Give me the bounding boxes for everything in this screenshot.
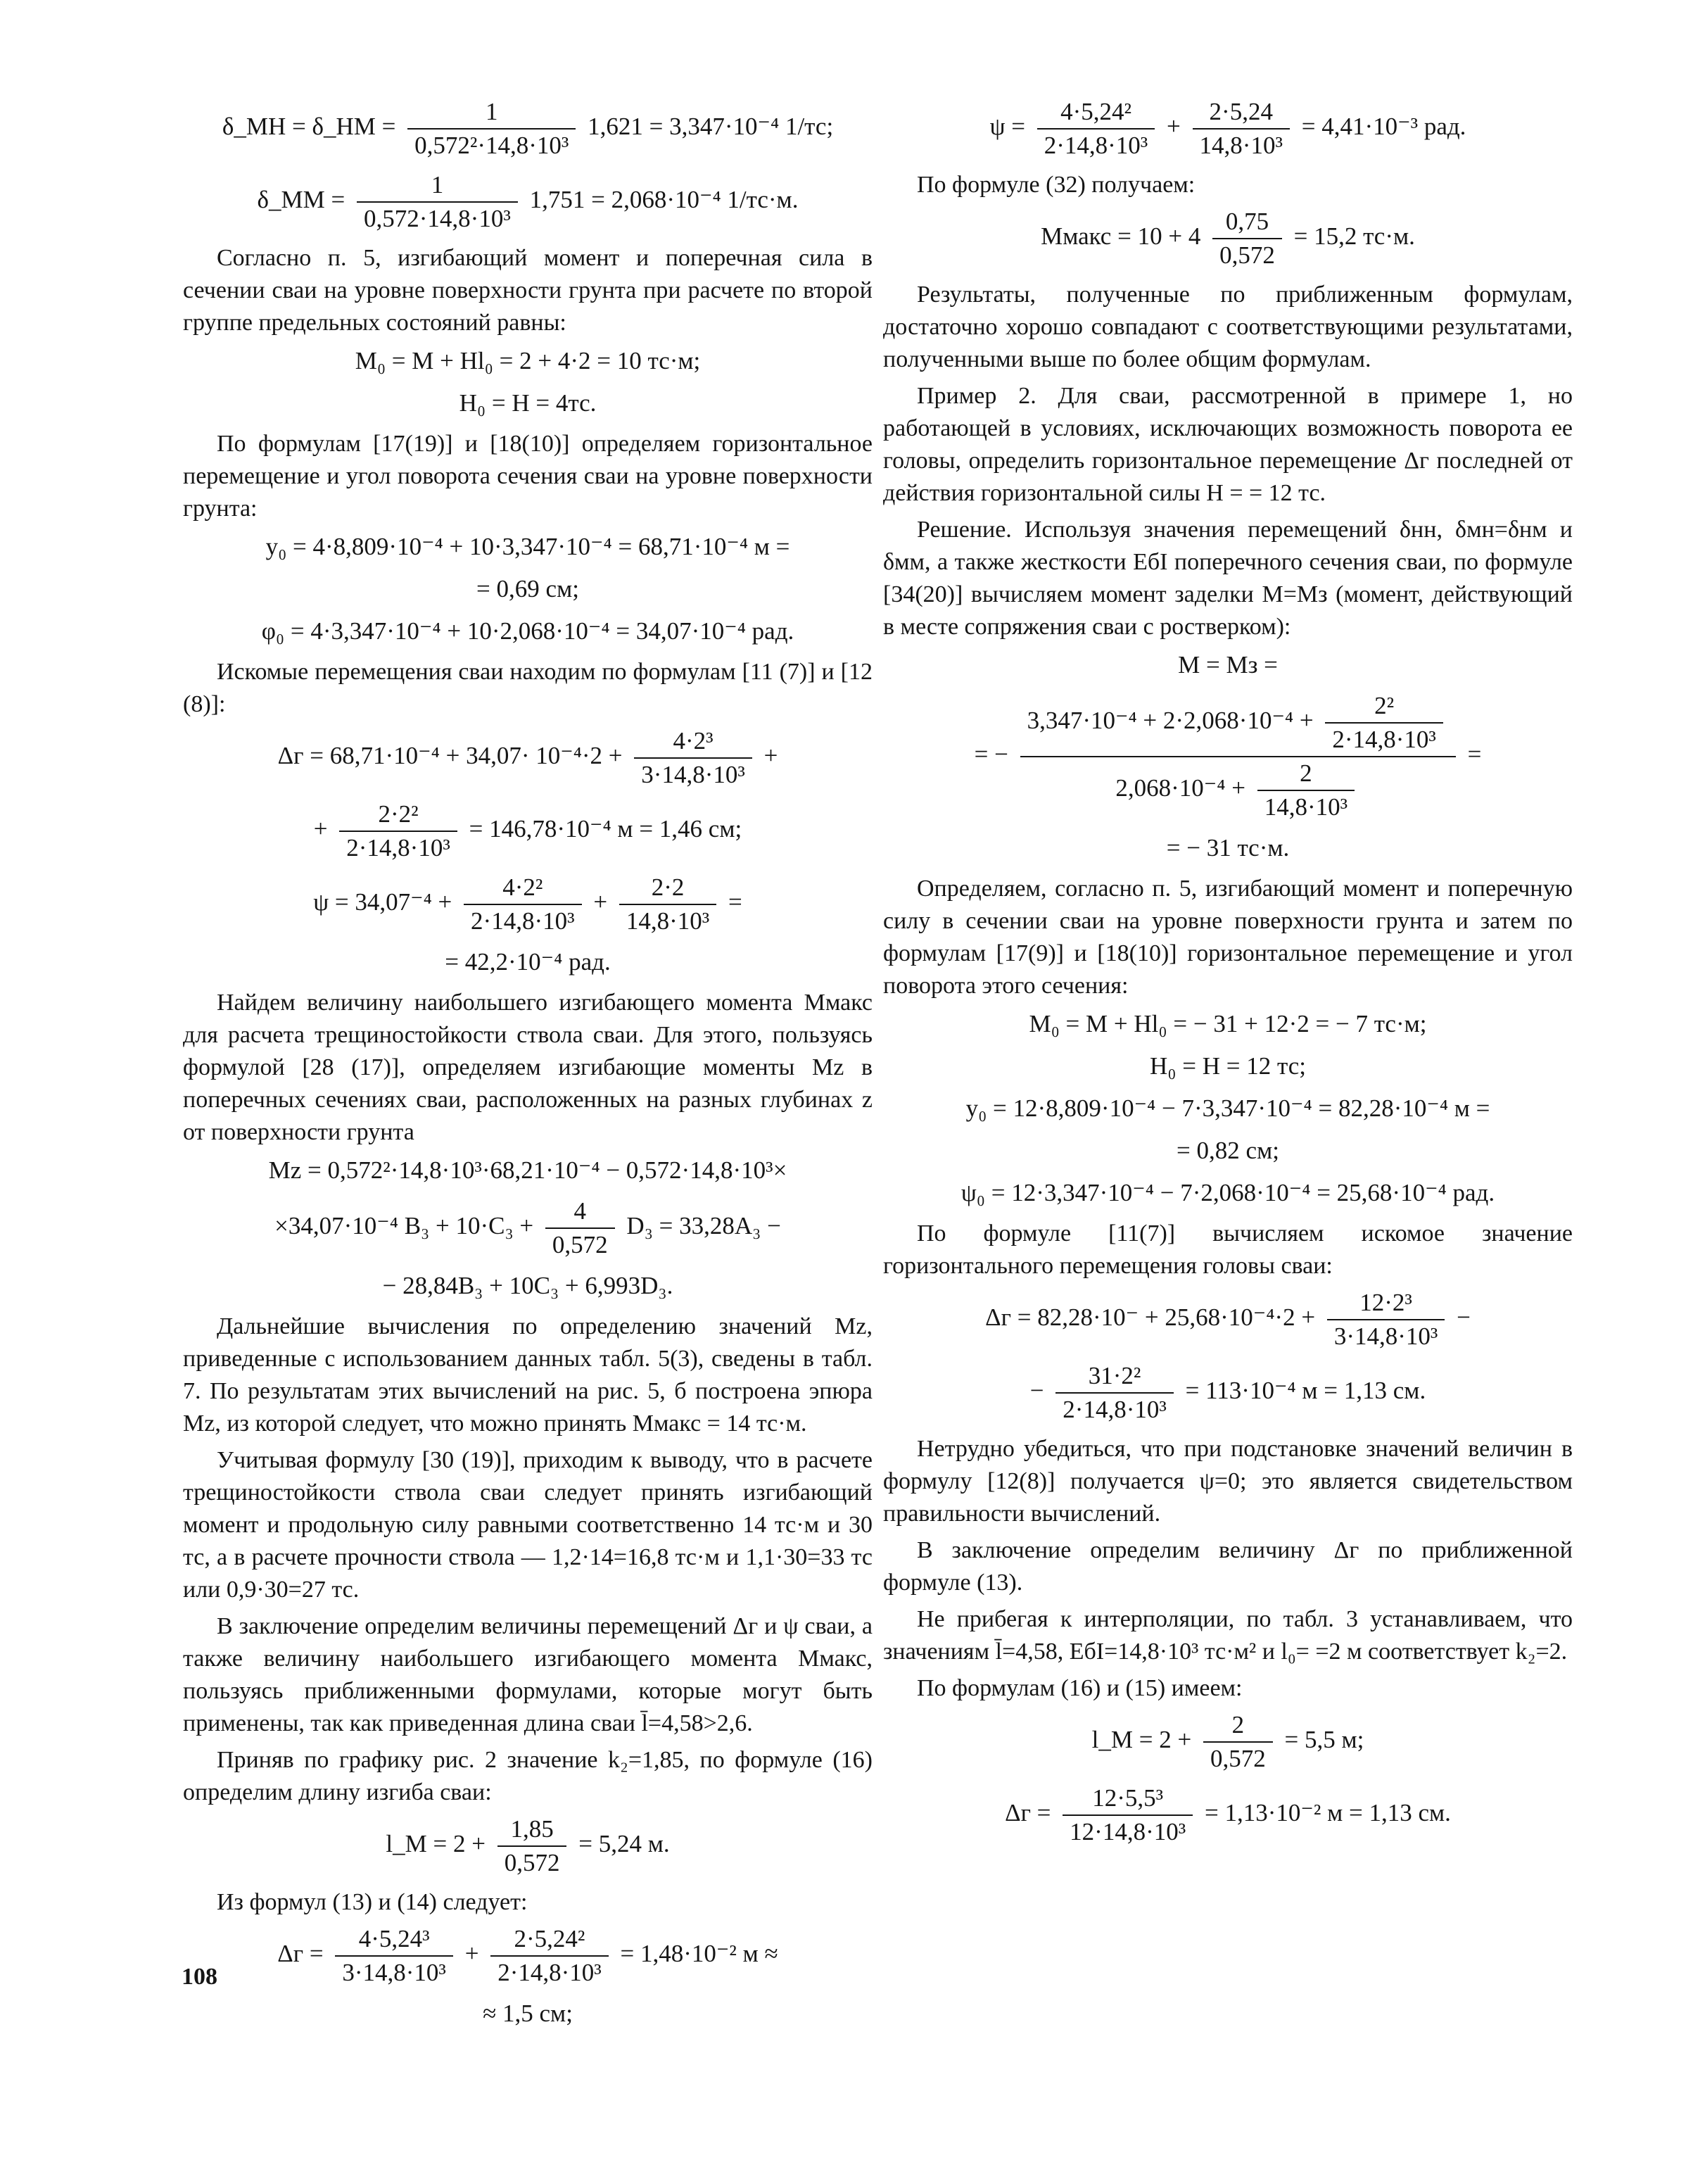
fraction (335, 1923, 453, 1989)
numerator: 1,85 (497, 1813, 567, 1847)
denominator: 0,572 (1210, 1745, 1266, 1772)
denominator: 0,572·14,8·10³ (364, 205, 511, 232)
eq-rhs: = 5,5 м; (1284, 1726, 1364, 1754)
numerator: 12·5,5³ (1063, 1782, 1193, 1816)
eq-rhs: = (1467, 740, 1482, 769)
equation: φ₀ = 4·3,347·10⁻⁴ + 10·2,068·10⁻⁴ = 34,07·10⁻⁴ рад. (261, 617, 794, 645)
equation (183, 1195, 873, 1261)
eq-lhs: l_M = 2 + (386, 1830, 486, 1858)
fraction (357, 169, 518, 235)
equation: M₀ = M + Hl₀ = 2 + 4·2 = 10 тс·м; (355, 347, 701, 374)
eq-lhs: − (1029, 1377, 1044, 1405)
denominator: 0,572 (552, 1231, 608, 1258)
paragraph: По формуле (32) получаем: (917, 172, 1196, 198)
numerator: 2² (1325, 690, 1443, 724)
numerator: 2·2 (619, 871, 716, 905)
numerator: 4·2³ (634, 725, 752, 759)
equation: ψ₀ = 12·3,347·10⁻⁴ − 7·2,068·10⁻⁴ = 25,68·10⁻⁴ рад. (960, 1179, 1495, 1206)
equation: M₀ = M + Hl₀ = − 31 + 12·2 = − 7 тс·м; (1029, 1010, 1427, 1037)
numerator: 4 (545, 1195, 615, 1229)
eq-lhs: Δг = 82,28·10⁻ + 25,68·10⁻⁴·2 + (985, 1304, 1316, 1332)
numerator: 2·5,24² (490, 1923, 609, 1957)
equation: Mz = 0,572²·14,8·10³·68,21·10⁻⁴ − 0,572·14,8·10³× (268, 1156, 787, 1184)
eq-rhs: = 146,78·10⁻⁴ м = 1,46 см; (469, 815, 742, 843)
fraction (1193, 96, 1290, 162)
fraction (619, 871, 716, 938)
eq-lhs: Δг = (1005, 1799, 1051, 1827)
fraction (634, 725, 752, 791)
eq-lhs: Mмакс = 10 + 4 (1041, 222, 1201, 251)
numerator: 4·5,24² (1037, 96, 1155, 130)
equation (183, 169, 873, 235)
equation (183, 725, 873, 791)
denominator: 12·14,8·10³ (1070, 1818, 1186, 1845)
eq-lhs: δ_МН = δ_НМ = (222, 113, 396, 141)
eq-rhs: − (1457, 1304, 1471, 1332)
numerator: 2 (1257, 757, 1355, 791)
numerator: 2 (1203, 1709, 1273, 1743)
paragraph: Определяем, согласно п. 5, изгибающий момент и поперечную силу в сечении сваи на уровне поверхности грунта и затем по формулам [17(9)] и [18(10)] горизонтальное перемещение и угол поворота этого сечения: (883, 876, 1573, 999)
equation: y₀ = 4·8,809·10⁻⁴ + 10·3,347·10⁻⁴ = 68,71·10⁻⁴ м = (265, 533, 790, 560)
eq-lhs: ψ = (989, 113, 1025, 141)
fraction (339, 798, 457, 864)
eq-operator: + (593, 888, 608, 916)
numerator: 2·2² (339, 798, 457, 832)
eq-lhs: δ_ММ = (257, 186, 345, 214)
right-column (883, 91, 1573, 1855)
fraction (1327, 1287, 1445, 1353)
paragraph: Приняв по графику рис. 2 значение k₂=1,85, по формуле (16) определим длину изгиба сваи: (183, 1747, 873, 1805)
left-column (183, 91, 873, 2038)
equation (883, 1287, 1573, 1353)
denominator: 14,8·10³ (626, 907, 710, 935)
eq-rhs: = 1,48·10⁻² м ≈ (620, 1940, 778, 1968)
paragraph: По формуле [11(7)] вычисляем искомое значение горизонтального перемещения головы сваи: (883, 1220, 1573, 1279)
paragraph: В заключение определим величину Δг по приближенной формуле (13). (883, 1537, 1573, 1596)
eq-rhs: = 5,24 м. (578, 1830, 670, 1858)
eq-lhs: Δг = 68,71·10⁻⁴ + 34,07· 10⁻⁴·2 + (277, 742, 623, 770)
eq-operator: + (464, 1940, 479, 1968)
equation: H₀ = H = 4тс. (459, 389, 597, 417)
fraction (545, 1195, 615, 1261)
numerator: 2·5,24 (1193, 96, 1290, 130)
equation (183, 1813, 873, 1879)
paragraph: Искомые перемещения сваи находим по формулам [11 (7)] и [12 (8)]: (183, 659, 873, 717)
eq-lhs: = − (974, 740, 1008, 769)
equation (883, 1709, 1573, 1775)
denominator: 14,8·10³ (1264, 793, 1348, 821)
equation (883, 206, 1573, 272)
paragraph: Из формул (13) и (14) следует: (217, 1889, 528, 1915)
compound-fraction (1020, 690, 1456, 823)
equation: = 42,2·10⁻⁴ рад. (445, 948, 611, 976)
equation (883, 96, 1573, 162)
paragraph: Пример 2. Для сваи, рассмотренной в примере 1, но работающей в условиях, исключающих возможность поворота ее головы, определить горизонтальное перемещение Δг последней от действия горизонтальной силы H = = 12 тс. (883, 383, 1573, 506)
equation: = − 31 тс·м. (1166, 834, 1290, 861)
page-number: 108 (182, 1964, 217, 1990)
denominator: 0,572²·14,8·10³ (414, 132, 569, 159)
eq-rhs: = 113·10⁻⁴ м = 1,13 см. (1185, 1377, 1426, 1405)
eq-rhs: = (728, 888, 742, 916)
paragraph: По формулам (16) и (15) имеем: (917, 1675, 1243, 1701)
equation: = 0,82 см; (1177, 1137, 1279, 1164)
eq-lhs: l_M = 2 + (1091, 1726, 1192, 1754)
numerator: 31·2² (1055, 1360, 1174, 1394)
denominator: 0,572 (1219, 241, 1275, 269)
eq-rhs: 1,751 = 2,068·10⁻⁴ 1/тс·м. (529, 186, 799, 214)
fraction (1203, 1709, 1273, 1775)
equation: H₀ = H = 12 тс; (1150, 1052, 1306, 1080)
denominator: 2·14,8·10³ (1332, 726, 1436, 753)
eq-rhs: = 4,41·10⁻³ рад. (1301, 113, 1466, 141)
fraction (1257, 757, 1355, 823)
equation (183, 798, 873, 864)
equation (883, 1360, 1573, 1426)
fraction (407, 96, 576, 162)
paragraph: Найдем величину наибольшего изгибающего момента Mмакс для расчета трещиностойкости ствола сваи. Для этого, пользуясь формулой [28 (17)], определяем изгибающие моменты Mz в поперечных сечениях сваи, расположенных на разных глубинах z от поверхности грунта (183, 990, 873, 1145)
paragraph: Дальнейшие вычисления по определению значений Mz, приведенные с использованием данных табл. 5(3), сведены в табл. 7. По результатам этих вычислений на рис. 5, б построена эпюра Mz, из которой следует, что можно принять Mмакс = 14 тс·м. (183, 1313, 873, 1437)
paragraph: Не прибегая к интерполяции, по табл. 3 устанавливаем, что значениям l̄=4,58, EбI=14,8·10³ тс·м² и l₀= =2 м соответствует k₂=2. (883, 1606, 1573, 1665)
paragraph: Решение. Используя значения перемещений δнн, δмн=δнм и δмм, а также жесткости EбI поперечного сечения сваи, по формуле [34(20)] вычисляем момент заделки M=Mз (момент, действующий в месте сопряжения сваи с ростверком): (883, 517, 1573, 640)
fraction (464, 871, 582, 938)
eq-lhs: Δг = (277, 1940, 324, 1968)
eq-rhs: = 1,13·10⁻² м = 1,13 см. (1204, 1799, 1451, 1827)
denominator: 2·14,8·10³ (497, 1959, 602, 1986)
eq-operator: + (1167, 113, 1181, 141)
denominator: 2·14,8·10³ (471, 907, 575, 935)
paragraph: В заключение определим величины перемещений Δг и ψ сваи, а также величину наибольшего изгибающего момента Mмакс, пользуясь приближенными формулами, которые могут быть применены, так как приведенная длина сваи l̄=4,58>2,6. (183, 1613, 873, 1736)
equation: ≈ 1,5 см; (483, 2000, 573, 2027)
denominator: 3·14,8·10³ (1333, 1323, 1438, 1350)
denominator: 14,8·10³ (1199, 132, 1283, 159)
denominator: 2·14,8·10³ (1044, 132, 1148, 159)
eq-rhs: 1,621 = 3,347·10⁻⁴ 1/тс; (588, 113, 834, 141)
numerator: 1 (407, 96, 576, 130)
equation (883, 1782, 1573, 1848)
eq-lhs: + (313, 815, 328, 843)
denominator: 3·14,8·10³ (342, 1959, 446, 1986)
fraction (1212, 206, 1282, 272)
numerator (1020, 690, 1456, 757)
equation (183, 1923, 873, 1989)
fraction (490, 1923, 609, 1989)
paragraph: Нетрудно убедиться, что при подстановке значений величин в формулу [12(8)] получается ψ=0; это является свидетельством правильности вычислений. (883, 1436, 1573, 1527)
fraction (1037, 96, 1155, 162)
eq-lhs: ψ = 34,07⁻⁴ + (313, 888, 452, 916)
eq-lhs: ×34,07·10⁻⁴ B₃ + 10·C₃ + (274, 1212, 534, 1240)
fraction (1055, 1360, 1174, 1426)
equation: M = Mз = (1178, 651, 1278, 678)
numerator: 4·5,24³ (335, 1923, 453, 1957)
paragraph: Согласно п. 5, изгибающий момент и поперечная сила в сечении сваи на уровне поверхности грунта при расчете по второй группе предельных состояний равны: (183, 245, 873, 336)
equation: − 28,84B₃ + 10C₃ + 6,993D₃. (382, 1272, 673, 1299)
eq-term: 2,068·10⁻⁴ + (1115, 774, 1245, 802)
eq-rhs: D₃ = 33,28A₃ − (626, 1212, 781, 1240)
numerator: 12·2³ (1327, 1287, 1445, 1320)
denominator: 2·14,8·10³ (346, 834, 450, 861)
denominator: 0,572 (504, 1849, 560, 1876)
equation (883, 690, 1573, 823)
denominator: 3·14,8·10³ (641, 761, 745, 788)
equation: y₀ = 12·8,809·10⁻⁴ − 7·3,347·10⁻⁴ = 82,28·10⁻⁴ м = (965, 1094, 1490, 1122)
fraction (1325, 690, 1443, 756)
paragraph: По формулам [17(19)] и [18(10)] определяем горизонтальное перемещение и угол поворота сечения сваи на уровне поверхности грунта: (183, 431, 873, 522)
equation (183, 96, 873, 162)
fraction (1063, 1782, 1193, 1848)
denominator (1020, 757, 1456, 823)
eq-rhs: + (763, 742, 778, 770)
equation: = 0,69 см; (476, 575, 579, 602)
eq-rhs: = 15,2 тс·м. (1293, 222, 1415, 251)
equation (183, 871, 873, 938)
numerator: 0,75 (1212, 206, 1282, 239)
eq-term: 3,347·10⁻⁴ + 2·2,068·10⁻⁴ + (1027, 707, 1314, 735)
denominator: 2·14,8·10³ (1063, 1396, 1167, 1423)
numerator: 1 (357, 169, 518, 203)
paragraph: Результаты, полученные по приближенным формулам, достаточно хорошо совпадают с соответствующими результатами, полученными выше по более общим формулам. (883, 282, 1573, 372)
fraction (497, 1813, 567, 1879)
numerator: 4·2² (464, 871, 582, 905)
paragraph: Учитывая формулу [30 (19)], приходим к выводу, что в расчете трещиностойкости ствола сваи следует принять изгибающий момент и продольную силу равными соответственно 14 тс·м и 30 тс, а в расчете прочности ствола — 1,2·14=16,8 тс·м и 1,1·30=33 тс или 0,9·30=27 тс. (183, 1447, 873, 1603)
